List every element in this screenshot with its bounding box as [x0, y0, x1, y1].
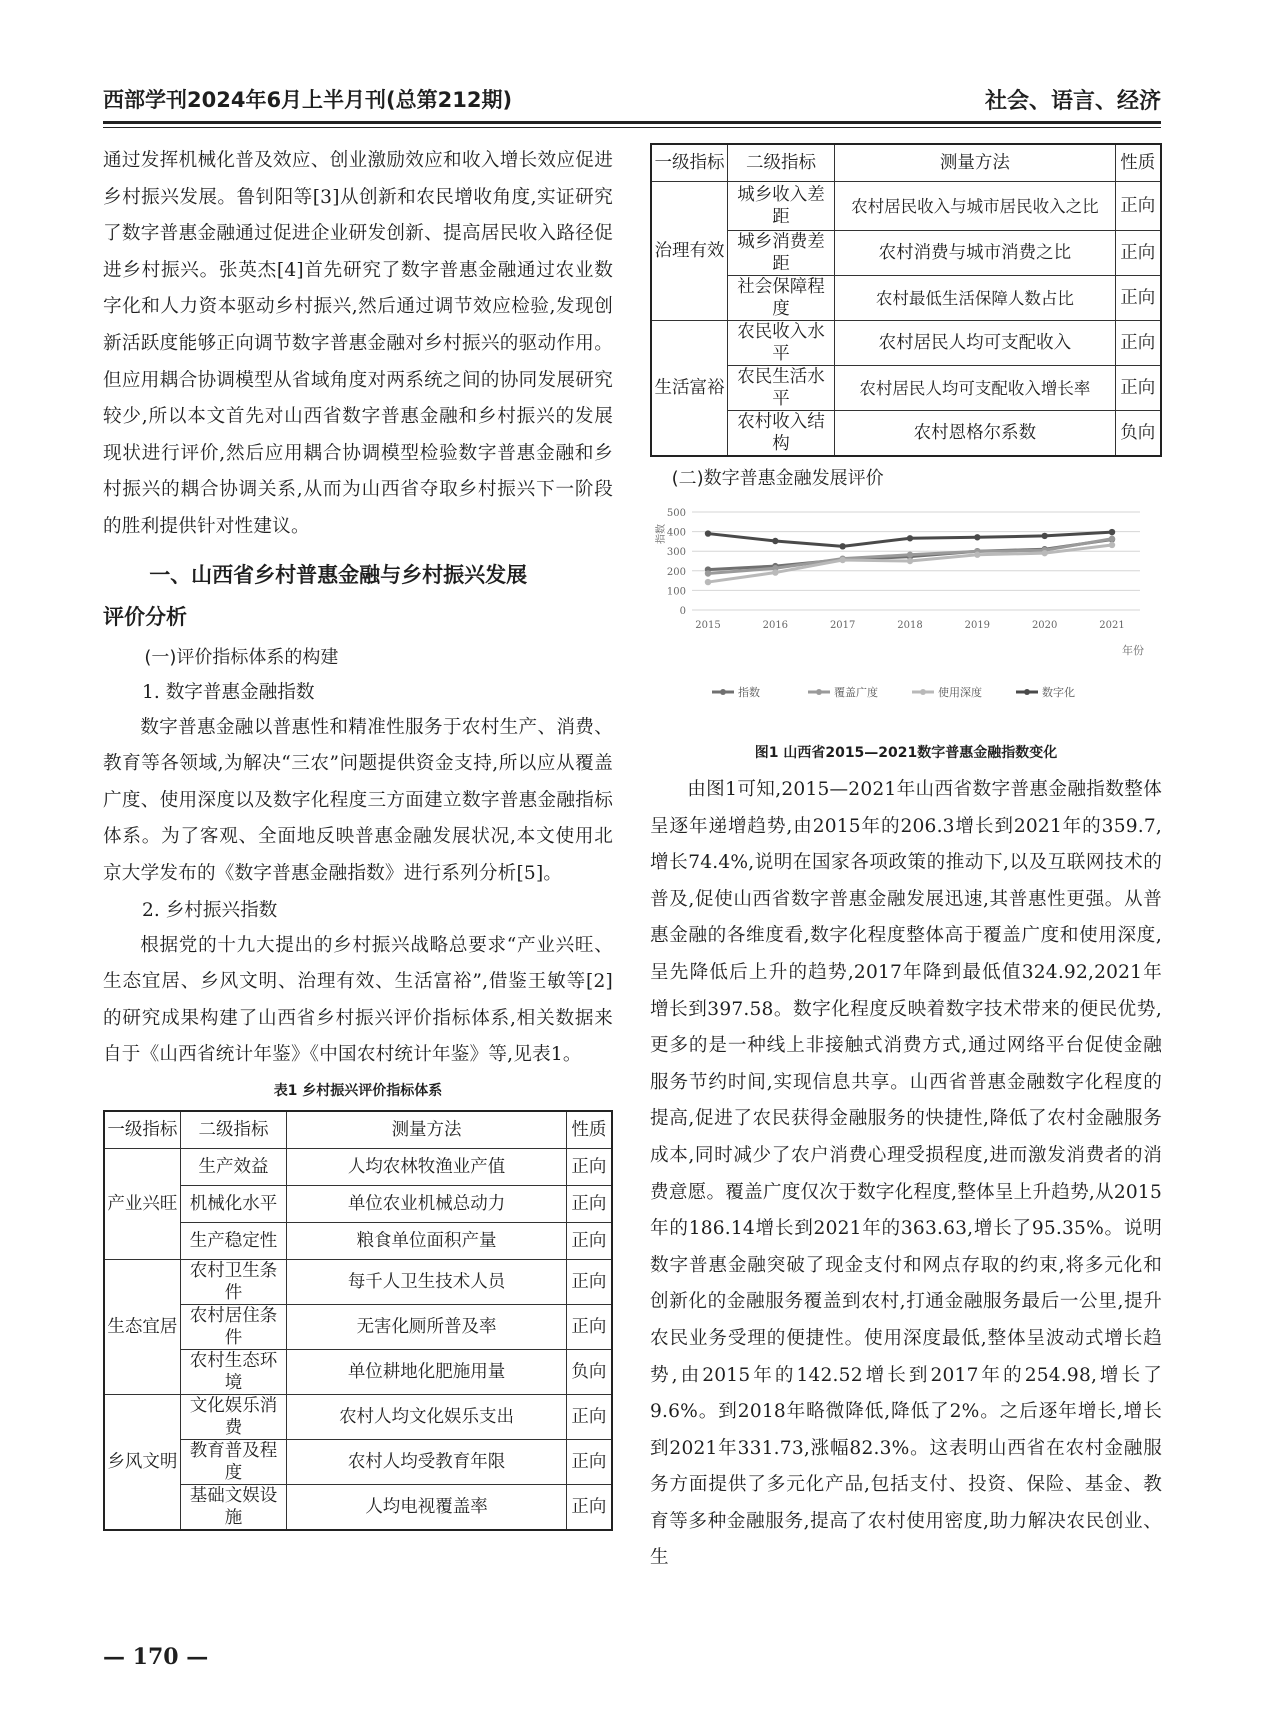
table-row: [104, 1222, 612, 1259]
table-cell: 社会保障程度: [728, 276, 835, 321]
series-point-3: [974, 534, 980, 540]
subsection-heading-1: (一)评价指标体系的构建: [144, 646, 339, 668]
table-group-cell: 乡风文明: [104, 1394, 180, 1530]
table-cell: 城乡收入差距: [728, 182, 835, 231]
table-row: [104, 1394, 612, 1439]
table-header-cell: 性质: [1115, 144, 1161, 182]
table-cell: 正向: [1115, 276, 1161, 321]
indicator-table-part2: [650, 143, 1162, 457]
table-caption: 表1 乡村振兴评价指标体系: [273, 1082, 443, 1099]
x-tick-label: 2015: [695, 620, 721, 631]
item-heading-2: 2. 乡村振兴指数: [142, 899, 278, 921]
table-cell: 农村居民收入与城市居民收入之比: [835, 182, 1116, 231]
intro-paragraph: 通过发挥机械化普及效应、创业激励效应和收入增长效应促进乡村振兴发展。鲁钊阳等[3]从创新和农民增收角度,实证研究了数字普惠金融通过促进企业研发创新、提高居民收入路径促进乡村振兴。张英杰[4]首先研究了数字普惠金融通过农业数字化和人力资本驱动乡村振兴,然后通过调节效应检验,发现创新活跃度能够正向调节数字普惠金融对乡村振兴的驱动作用。但应用耦合协调模型从省域角度对两系统之间的协同发展研究较少,所以本文首先对山西省数字普惠金融和乡村振兴的发展现状进行评价,然后应用耦合协调模型检验数字普惠金融和乡村振兴的耦合协调关系,从而为山西省夺取乡村振兴下一阶段的胜利提供针对性建议。: [103, 150, 613, 537]
y-tick-label: 0: [679, 606, 686, 617]
table-row: [651, 276, 1161, 321]
table-group-cell: 生活富裕: [651, 321, 728, 457]
page-number: — 170 —: [103, 1644, 209, 1670]
table-cell: 文化娱乐消费: [180, 1394, 287, 1439]
series-point-3: [772, 538, 778, 544]
table-row: [651, 182, 1161, 231]
table-group-cell: 生态宜居: [104, 1259, 180, 1394]
table-header-cell: 测量方法: [835, 144, 1116, 182]
right-column: [650, 143, 1162, 1577]
item-heading-1: 1. 数字普惠金融指数: [142, 681, 315, 703]
table-row: [104, 1259, 612, 1304]
journal-header: 西部学刊2024年6月上半月刊(总第212期): [103, 88, 513, 112]
legend-marker-1: [816, 689, 822, 695]
table-cell: 农村居民人均可支配收入: [835, 321, 1116, 366]
series-point-1: [705, 570, 711, 576]
section-heading-line1: 一、山西省乡村普惠金融与乡村振兴发展: [149, 562, 528, 587]
table-cell: 城乡消费差距: [728, 231, 835, 276]
table-cell: 教育普及程度: [180, 1439, 287, 1484]
legend-marker-3: [1024, 689, 1030, 695]
table-cell: 人均农林牧渔业产值: [287, 1148, 566, 1185]
table-row: [651, 231, 1161, 276]
series-point-2: [1109, 542, 1115, 548]
table-cell: 无害化厕所普及率: [287, 1304, 566, 1349]
header-rule: [103, 121, 1161, 124]
figure-caption: 图1 山西省2015—2021数字普惠金融指数变化: [754, 745, 1058, 761]
table-cell: 农村消费与城市消费之比: [835, 231, 1116, 276]
table-header-cell: 一级指标: [104, 1111, 180, 1149]
table-cell: 粮食单位面积产量: [287, 1222, 566, 1259]
table-row: [104, 1484, 612, 1530]
table-row: [651, 366, 1161, 411]
table-cell: 单位农业机械总动力: [287, 1185, 566, 1222]
table-cell: 生产稳定性: [180, 1222, 287, 1259]
table-cell: 农村卫生条件: [180, 1259, 287, 1304]
table-cell: 单位耕地化肥施用量: [287, 1349, 566, 1394]
x-tick-label: 2020: [1031, 620, 1058, 631]
table-cell: 农村居住条件: [180, 1304, 287, 1349]
table-cell: 农村收入结构: [728, 411, 835, 457]
table-cell: 正向: [1115, 321, 1161, 366]
series-point-2: [907, 558, 913, 564]
table-cell: 农民生活水平: [728, 366, 835, 411]
series-point-3: [907, 535, 913, 541]
series-point-3: [705, 530, 711, 536]
rr-paragraph: 根据党的十九大提出的乡村振兴战略总要求“产业兴旺、生态宜居、乡风文明、治理有效、生活富裕”,借鉴王敏等[2]的研究成果构建了山西省乡村振兴评价指标体系,相关数据来自于《山西省统计年鉴》《中国农村统计年鉴》等,见表1。: [103, 934, 613, 1066]
table-cell: 正向: [1115, 366, 1161, 411]
table-row: [104, 1439, 612, 1484]
table-cell: 农村生态环境: [180, 1349, 287, 1394]
section-heading: [103, 554, 613, 638]
table-cell: 生产效益: [180, 1148, 287, 1185]
table-cell: 正向: [566, 1484, 612, 1530]
table-cell: 正向: [566, 1259, 612, 1304]
x-axis-label: 年份: [1122, 644, 1144, 657]
table-row: [651, 411, 1161, 457]
table-row: [104, 1304, 612, 1349]
series-point-2: [705, 579, 711, 585]
table-cell: 正向: [566, 1148, 612, 1185]
series-point-3: [839, 543, 845, 549]
table-cell: 负向: [566, 1349, 612, 1394]
y-tick-label: 200: [666, 566, 686, 578]
table-cell: 每千人卫生技术人员: [287, 1259, 566, 1304]
indicator-table-part1: [103, 1110, 613, 1531]
x-tick-label: 2017: [829, 620, 856, 631]
table-cell: 正向: [1115, 231, 1161, 276]
legend-label: 使用深度: [938, 686, 982, 699]
table-cell: 农村居民人均可支配收入增长率: [835, 366, 1116, 411]
subsection-heading-2: (二)数字普惠金融发展评价: [671, 468, 884, 489]
table-cell: 负向: [1115, 411, 1161, 457]
y-tick-label: 500: [666, 508, 686, 519]
table-cell: 农村恩格尔系数: [835, 411, 1116, 457]
table-cell: 正向: [566, 1394, 612, 1439]
analysis-paragraph: 由图1可知,2015—2021年山西省数字普惠金融指数整体呈逐年递增趋势,由2015年的206.3增长到2021年的359.7,增长74.4%,说明在国家各项政策的推动下,以及互联网技术的普及,促使山西省数字普惠金融发展迅速,其普惠性更强。从普惠金融的各维度看,数字化程度整体高于覆盖广度和使用深度,呈先降低后上升的趋势,2017年降到最低值324.92,2021年增长到397.58。数字化程度反映着数字技术带来的便民优势,更多的是一种线上非接触式消费方式,通过网络平台促使金融服务节约时间,实现信息共享。山西省普惠金融数字化程度的提高,促进了农民获得金融服务的快捷性,降低了农村金融服务成本,同时减少了农户消费心理受损程度,进而激发消费者的消费意愿。覆盖广度仅次于数字化程度,整体呈上升趋势,从2015年的186.14增长到2021年的363.63,增长了95.35%。说明数字普惠金融突破了现金支付和网点存取的约束,将多元化和创新化的金融服务覆盖到农村,打通金融服务最后一公里,提升农民业务受理的便捷性。使用深度最低,整体呈波动式增长趋势,由2015年的142.52增长到2017年的254.98,增长了9.6%。到2018年略微降低,降低了2%。之后逐年增长,增长到2021年331.73,涨幅82.3%。这表明山西省在农村金融服务方面提供了多元化产品,包括支付、投资、保险、基金、教育等多种金融服务,提高了农村使用密度,助力解决农民创业、生: [650, 779, 1162, 1569]
table-cell: 人均电视覆盖率: [287, 1484, 566, 1530]
table-header-row: [651, 144, 1161, 182]
series-point-1: [1109, 536, 1115, 542]
table-row: [104, 1185, 612, 1222]
left-column: [103, 143, 613, 1531]
table-header-cell: 性质: [566, 1111, 612, 1149]
table-group-cell: 治理有效: [651, 182, 728, 321]
table-cell: 农村人均文化娱乐支出: [287, 1394, 566, 1439]
series-point-2: [772, 569, 778, 575]
table-cell: 农村人均受教育年限: [287, 1439, 566, 1484]
table-cell: 正向: [566, 1185, 612, 1222]
chart-svg: [650, 498, 1162, 738]
table-row: [104, 1349, 612, 1394]
series-point-2: [839, 557, 845, 563]
series-point-2: [1041, 550, 1047, 556]
y-tick-label: 400: [666, 527, 686, 539]
section-header: 社会、语言、经济: [984, 89, 1161, 114]
section-heading-line2: 评价分析: [103, 604, 187, 629]
legend-label: 覆盖广度: [834, 686, 878, 699]
legend-label: 数字化: [1042, 686, 1075, 699]
line-chart: [650, 498, 1162, 738]
table-group-cell: 产业兴旺: [104, 1148, 180, 1259]
y-tick-label: 100: [666, 586, 686, 598]
series-point-2: [974, 552, 980, 558]
y-axis-label: 指数: [656, 524, 667, 544]
table-cell: 基础文娱设施: [180, 1484, 287, 1530]
table-row: [651, 321, 1161, 366]
table-cell: 正向: [566, 1304, 612, 1349]
y-tick-label: 300: [666, 547, 686, 559]
table-cell: 农村最低生活保障人数占比: [835, 276, 1116, 321]
table-cell: 正向: [1115, 182, 1161, 231]
dfi-paragraph: 数字普惠金融以普惠性和精准性服务于农村生产、消费、教育等各领域,为解决“三农”问题提供资金支持,所以应从覆盖广度、使用深度以及数字化程度三方面建立数字普惠金融指标体系。为了客观、全面地反映普惠金融发展状况,本文使用北京大学发布的《数字普惠金融指数》进行系列分析[5]。: [103, 716, 613, 884]
series-point-1: [907, 552, 913, 558]
legend-marker-2: [920, 689, 926, 695]
table-header-row: [104, 1111, 612, 1149]
table-header-cell: 二级指标: [180, 1111, 287, 1149]
table-row: [104, 1148, 612, 1185]
table-cell: 机械化水平: [180, 1185, 287, 1222]
x-tick-label: 2018: [897, 620, 923, 631]
table-header-cell: 测量方法: [287, 1111, 566, 1149]
header-rule-thin: [103, 127, 1161, 128]
table-header-cell: 二级指标: [728, 144, 835, 182]
x-tick-label: 2021: [1099, 620, 1125, 631]
table-cell: 农民收入水平: [728, 321, 835, 366]
legend-label: 指数: [738, 686, 760, 699]
x-tick-label: 2016: [762, 620, 789, 631]
legend-marker-0: [720, 689, 726, 695]
series-point-3: [1041, 533, 1047, 539]
x-tick-label: 2019: [964, 620, 991, 631]
table-cell: 正向: [566, 1222, 612, 1259]
series-point-3: [1109, 529, 1115, 535]
table-cell: 正向: [566, 1439, 612, 1484]
table-header-cell: 一级指标: [651, 144, 728, 182]
